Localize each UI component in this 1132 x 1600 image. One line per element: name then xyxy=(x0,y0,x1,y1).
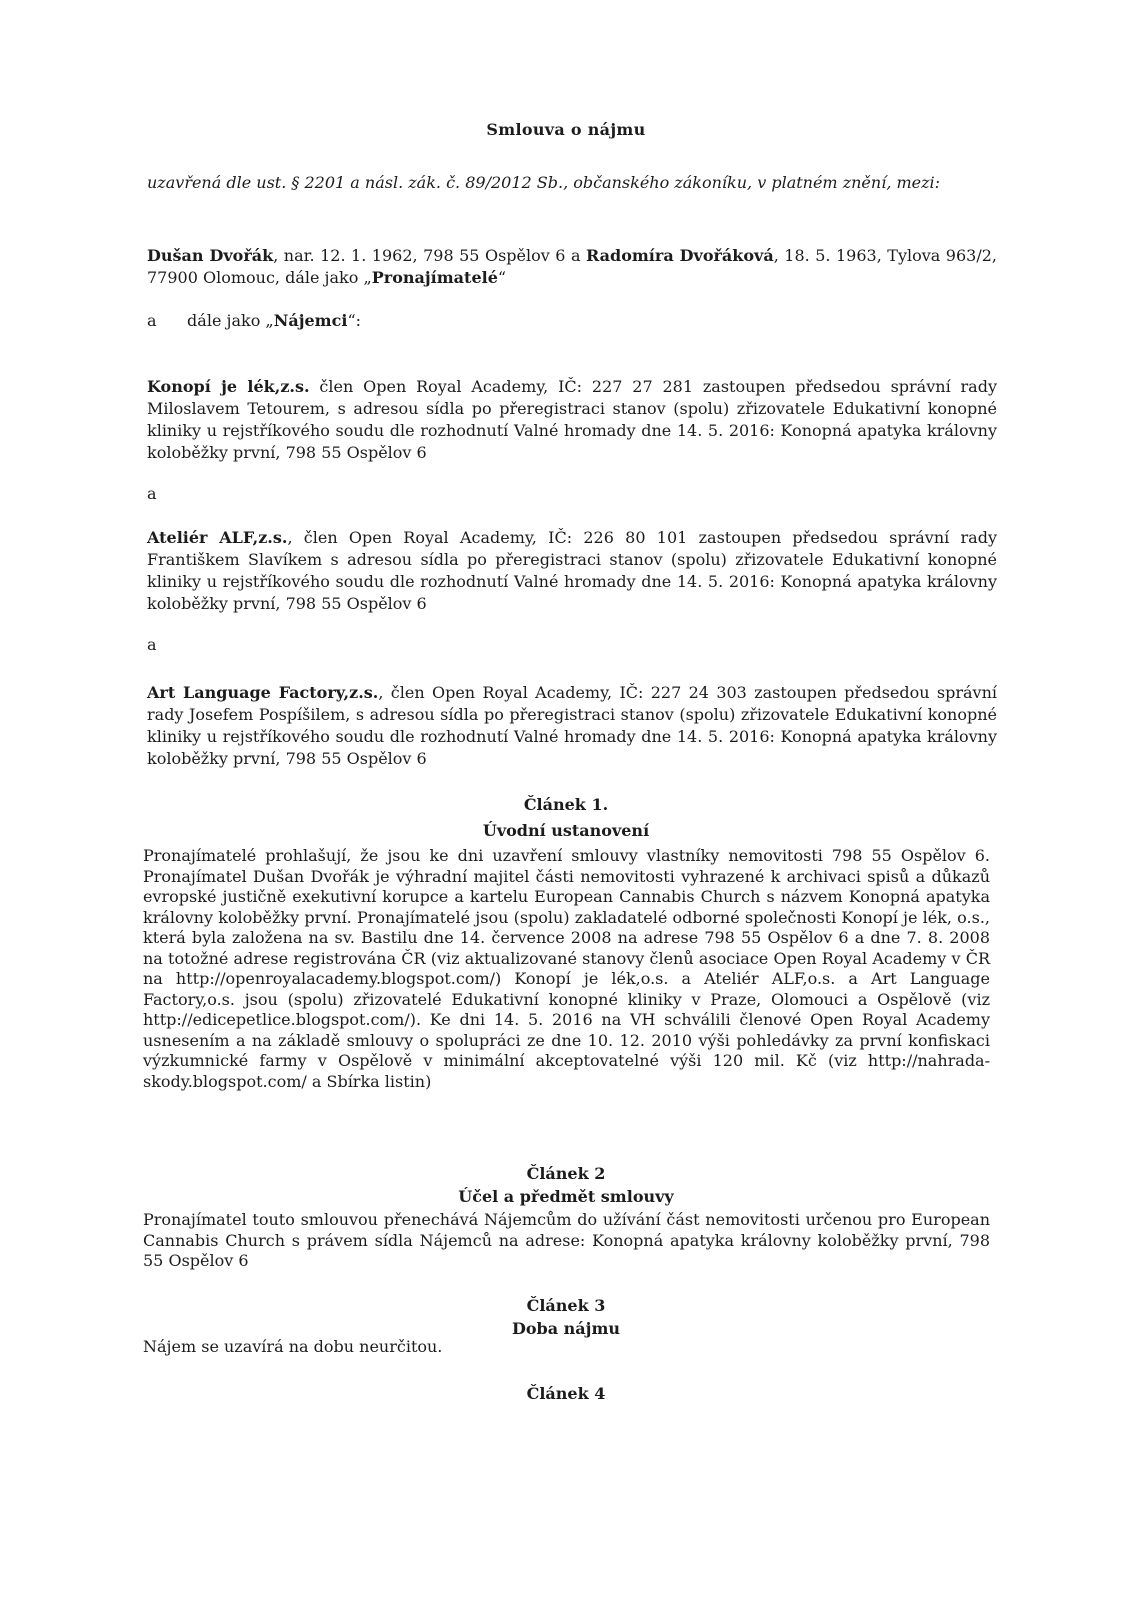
document-title: Smlouva o nájmu xyxy=(486,120,646,139)
tenant-name-3: Art Language Factory,z.s. xyxy=(147,683,379,702)
article-1-body: Pronajímatelé prohlašují, že jsou ke dni uzavření smlouvy vlastníky nemovitosti 798 55 Ospělov 6. Pronajímatel Dušan Dvořák je výhradní majitel části nemovitosti vyhrazené k archivaci spisů a důkazů evropské justičně exekutivní korupce a kartelu European Cannabis Church s názvem Konopná apatyka královny koloběžky první. Pronajímatelé jsou (spolu) zakladatelé odborné společnosti Konopí je lék, o.s., která byla založena na sv. Bastilu dne 14. července 2008 na adrese 798 55 Ospělov 6 a dne 7. 8. 2008 na totožné adrese registrována ČR (viz aktualizované stanovy členů asociace Open Royal Academy v ČR na http://openroyalacademy.blogspot.com/) Konopí je lék,o.s. a Ateliér ALF,o.s. a Art Language Factory,o.s. jsou (spolu) zřizovatelé Edukativní konopné kliniky v Praze, Olomouci a Ospělově (viz http://edicepetlice.blogspot.com/). Ke dni 14. 5. 2016 na VH schválili členové Open Royal Academy usnesením a na základě smlouvy o spolupráci ze dne 10. 12. 2010 výši pohledávky za první konfiskaci výzkumnické farmy v Ospělově v minimální akceptovatelné výši 120 mil. Kč (viz http://nahrada-skody.blogspot.com/ a Sbírka listin) xyxy=(143,846,990,1091)
conjunction-and-2: a xyxy=(147,635,157,654)
tenant-details-1: člen Open Royal Academy, IČ: 227 27 281 zastoupen předsedou správní rady Miloslavem Tetourem, s adresou sídla po přeregistraci stanov (spolu) zřizovatele Edukativní konopné kliniky u rejstříkového soudu dle rozhodnutí Valné hromady dne 14. 5. 2016: Konopná apatyka královny koloběžky první, 798 55 Ospělov 6 xyxy=(147,377,997,462)
tenants-role: Nájemci xyxy=(273,311,348,330)
lessor-role: Pronajímatelé xyxy=(371,268,498,287)
tenants-intro-prefix: a dále jako „ xyxy=(147,311,274,330)
tenants-role-close: “: xyxy=(347,311,362,330)
tenant-party-1 xyxy=(147,376,997,464)
article-1-heading: Úvodní ustanovení xyxy=(482,821,650,840)
article-3-number: Článek 3 xyxy=(526,1296,606,1315)
article-1-number: Článek 1. xyxy=(523,795,609,814)
lessor-details-2: , 18. 5. 1963, Tylova 963/2, 77900 Olomouc, dále jako „ xyxy=(147,246,998,287)
contract-intro: uzavřená dle ust. § 2201 a násl. zák. č. 89/2012 Sb., občanského zákoníku, v platném znění, mezi: xyxy=(147,173,941,192)
lessors-paragraph xyxy=(147,245,997,289)
conjunction-and-1: a xyxy=(147,484,157,503)
lessor-details-1: , nar. 12. 1. 1962, 798 55 Ospělov 6 a xyxy=(273,246,586,265)
article-4-number: Článek 4 xyxy=(526,1384,606,1403)
tenant-name-2: Ateliér ALF,z.s. xyxy=(147,528,288,547)
article-3-body: Nájem se uzavírá na dobu neurčitou. xyxy=(143,1337,443,1356)
tenant-details-2: , člen Open Royal Academy, IČ: 226 80 101 zastoupen předsedou správní rady Františkem Slavíkem s adresou sídla po přeregistraci stanov (spolu) zřizovatele Edukativní konopné kliniky u rejstříkového soudu dle rozhodnutí Valné hromady dne 14. 5. 2016: Konopná apatyka královny koloběžky první, 798 55 Ospělov 6 xyxy=(147,528,997,613)
article-2-number: Článek 2 xyxy=(526,1164,606,1183)
article-3-heading: Doba nájmu xyxy=(511,1319,621,1338)
tenant-details-3: , člen Open Royal Academy, IČ: 227 24 303 zastoupen předsedou správní rady Josefem Pospíšilem, s adresou sídla po přeregistraci stanov (spolu) zřizovatele Edukativní konopné kliniky u rejstříkového soudu dle rozhodnutí Valné hromady dne 14. 5. 2016: Konopná apatyka královny koloběžky první, 798 55 Ospělov 6 xyxy=(147,683,998,768)
lessor-name-1: Dušan Dvořák xyxy=(147,246,274,265)
tenants-intro xyxy=(147,310,361,332)
article-2-body: Pronajímatel touto smlouvou přenechává Nájemcům do užívání část nemovitosti určenou pro European Cannabis Church s právem sídla Nájemců na adrese: Konopná apatyka královny koloběžky první, 798 55 Ospělov 6 xyxy=(143,1210,990,1270)
lessor-role-close: “ xyxy=(497,268,507,287)
tenant-party-3 xyxy=(147,682,997,770)
tenant-name-1: Konopí je lék,z.s. xyxy=(147,377,310,396)
article-2-heading: Účel a předmět smlouvy xyxy=(458,1187,674,1206)
lessor-name-2: Radomíra Dvořáková xyxy=(585,246,774,265)
tenant-party-2 xyxy=(147,527,997,615)
